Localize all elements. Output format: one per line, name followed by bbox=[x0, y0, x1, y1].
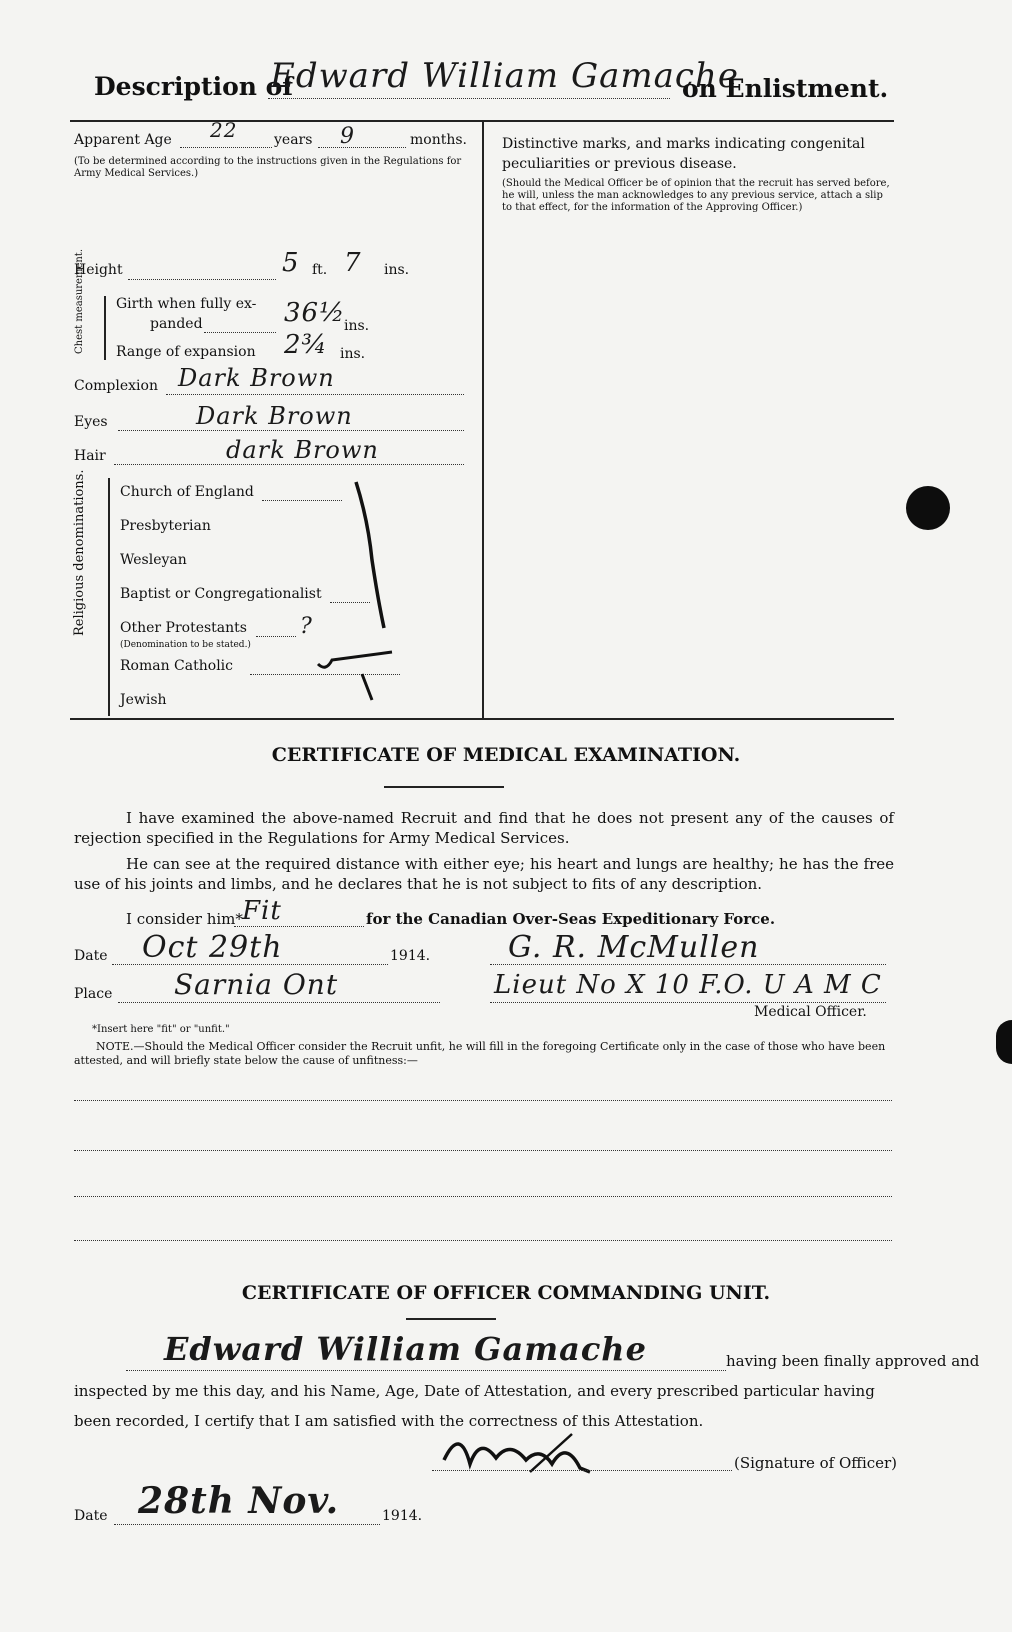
commanding-line-2: inspected by me this day, and his Name, Age, Date of Attestation, and every prescribed particular having bbox=[74, 1382, 875, 1400]
commanding-name-line bbox=[126, 1370, 726, 1371]
medical-officer-signature: G. R. McMullen bbox=[508, 930, 760, 965]
medical-date-label: Date bbox=[74, 948, 108, 964]
marks-label: Distinctive marks, and marks indicating congenital peculiarities or previous disease. bbox=[502, 136, 865, 172]
medical-para-1: I have examined the above-named Recruit and find that he does not present any of the causes of rejection specified in the Regulations for Army Medical Services. bbox=[74, 809, 894, 847]
range-value: 2¾ bbox=[284, 330, 328, 360]
commanding-recruit-name: Edward William Gamache bbox=[164, 1330, 647, 1368]
consider-value-fit: Fit bbox=[242, 896, 282, 926]
marks-note: (Should the Medical Officer be of opinion that the recruit has served before, he will, unless the man acknowledges to any previous service, attach a slip to that effect, for the information of the Approving Officer.) bbox=[502, 178, 890, 213]
complexion-label: Complexion bbox=[74, 378, 158, 394]
commanding-date-line bbox=[114, 1524, 380, 1525]
girth-label-2: panded bbox=[150, 316, 203, 332]
medical-place-line bbox=[118, 1002, 440, 1003]
commanding-title: CERTIFICATE OF OFFICER COMMANDING UNIT. bbox=[241, 1282, 771, 1304]
hair-label: Hair bbox=[74, 448, 106, 464]
religion-item-wesleyan: Wesleyan bbox=[120, 552, 187, 568]
commanding-date-value: 28th Nov. bbox=[138, 1480, 340, 1522]
age-months-value: 9 bbox=[340, 124, 355, 149]
consider-line bbox=[234, 926, 364, 927]
commanding-title-rule bbox=[406, 1318, 496, 1320]
religion-side-label: Religious denominations. bbox=[72, 469, 87, 636]
unfitness-line-3 bbox=[74, 1196, 892, 1197]
commanding-line-3: been recorded, I certify that I am satisfied with the correctness of this Attestation. bbox=[74, 1412, 704, 1430]
age-note: (To be determined according to the instructions given in the Regulations for Army Medical Services.) bbox=[74, 156, 462, 179]
chest-side-label: Chest measurement. bbox=[74, 248, 85, 354]
religion-item-other-protestants: Other Protestants bbox=[120, 620, 247, 636]
consider-prefix: I consider him* bbox=[126, 910, 243, 928]
jewish-stroke bbox=[362, 674, 372, 700]
medical-place-label: Place bbox=[74, 986, 113, 1002]
other-protestants-value: ? bbox=[300, 614, 313, 639]
unfitness-line-4 bbox=[74, 1240, 892, 1241]
medical-footnote: *Insert here "fit" or "unfit." bbox=[92, 1024, 230, 1035]
range-unit: ins. bbox=[340, 346, 366, 362]
medical-title-rule bbox=[384, 786, 504, 788]
medical-title: CERTIFICATE OF MEDICAL EXAMINATION. bbox=[271, 744, 741, 766]
religion-item-roman-catholic: Roman Catholic bbox=[120, 658, 233, 674]
girth-value: 36½ bbox=[284, 298, 346, 328]
catholic-check-stroke bbox=[318, 652, 392, 667]
medical-officer-rank: Lieut No X 10 F.O. U A M C bbox=[494, 970, 882, 1000]
height-ins-label: ins. bbox=[384, 262, 410, 278]
unfitness-line-1 bbox=[74, 1100, 892, 1101]
medical-date-value: Oct 29th bbox=[142, 930, 283, 965]
medical-para-2: He can see at the required distance with either eye; his heart and lungs are healthy; he has the free use of his joints and limbs, and he declares that he is not subject to fits of any description. bbox=[74, 855, 894, 893]
medical-rank-line bbox=[490, 1002, 886, 1003]
commanding-signature-line bbox=[432, 1470, 732, 1471]
commanding-date-label: Date bbox=[74, 1508, 108, 1524]
height-ft-value: 5 bbox=[282, 248, 300, 278]
girth-label-1: Girth when fully ex- bbox=[116, 296, 257, 312]
commanding-officer-signature bbox=[440, 1420, 640, 1480]
height-ft-label: ft. bbox=[312, 262, 328, 278]
commanding-signature-label: (Signature of Officer) bbox=[734, 1454, 898, 1472]
punch-hole-upper bbox=[906, 486, 950, 530]
age-years-label: years bbox=[274, 132, 313, 148]
age-label: Apparent Age bbox=[74, 132, 172, 148]
complexion-value: Dark Brown bbox=[178, 364, 335, 392]
height-ins-value: 7 bbox=[344, 248, 362, 278]
medical-note: NOTE.—Should the Medical Officer consider the Recruit unfit, he will fill in the foregoing Certificate only in the case of those who have been attested, and will briefly state below the cause of unfitness:— bbox=[74, 1040, 886, 1067]
medical-signature-line bbox=[490, 964, 886, 965]
girth-unit: ins. bbox=[344, 318, 370, 334]
medical-officer-label: Medical Officer. bbox=[754, 1004, 867, 1020]
commanding-signature-stroke bbox=[444, 1444, 590, 1472]
age-months-label: months. bbox=[410, 132, 467, 148]
eyes-label: Eyes bbox=[74, 414, 108, 430]
religion-brace-stroke bbox=[356, 482, 384, 628]
form-heading-suffix: on Enlistment. bbox=[682, 74, 889, 103]
eyes-value: Dark Brown bbox=[196, 402, 353, 430]
religion-item-jewish: Jewish bbox=[120, 692, 167, 708]
punch-hole-lower bbox=[996, 1020, 1012, 1064]
unfitness-line-2 bbox=[74, 1150, 892, 1151]
hair-value: dark Brown bbox=[226, 436, 379, 464]
medical-date-year: 1914. bbox=[390, 948, 431, 964]
recruit-name-handwritten: Edward William Gamache bbox=[270, 56, 739, 96]
form-heading-prefix: Description of bbox=[94, 72, 294, 101]
religion-item-presbyterian: Presbyterian bbox=[120, 518, 211, 534]
range-label: Range of expansion bbox=[116, 344, 256, 360]
commanding-line-1-end: having been finally approved and bbox=[726, 1352, 980, 1370]
height-label: Height bbox=[74, 262, 123, 278]
consider-suffix: for the Canadian Over-Seas Expeditionary Force. bbox=[366, 910, 776, 928]
age-years-value: 22 bbox=[210, 118, 238, 142]
religion-item-church-of-england: Church of England bbox=[120, 484, 254, 500]
other-protestants-note: (Denomination to be stated.) bbox=[120, 640, 251, 650]
medical-place-value: Sarnia Ont bbox=[174, 968, 339, 1001]
religion-item-baptist: Baptist or Congregationalist bbox=[120, 586, 322, 602]
commanding-date-year: 1914. bbox=[382, 1508, 423, 1524]
